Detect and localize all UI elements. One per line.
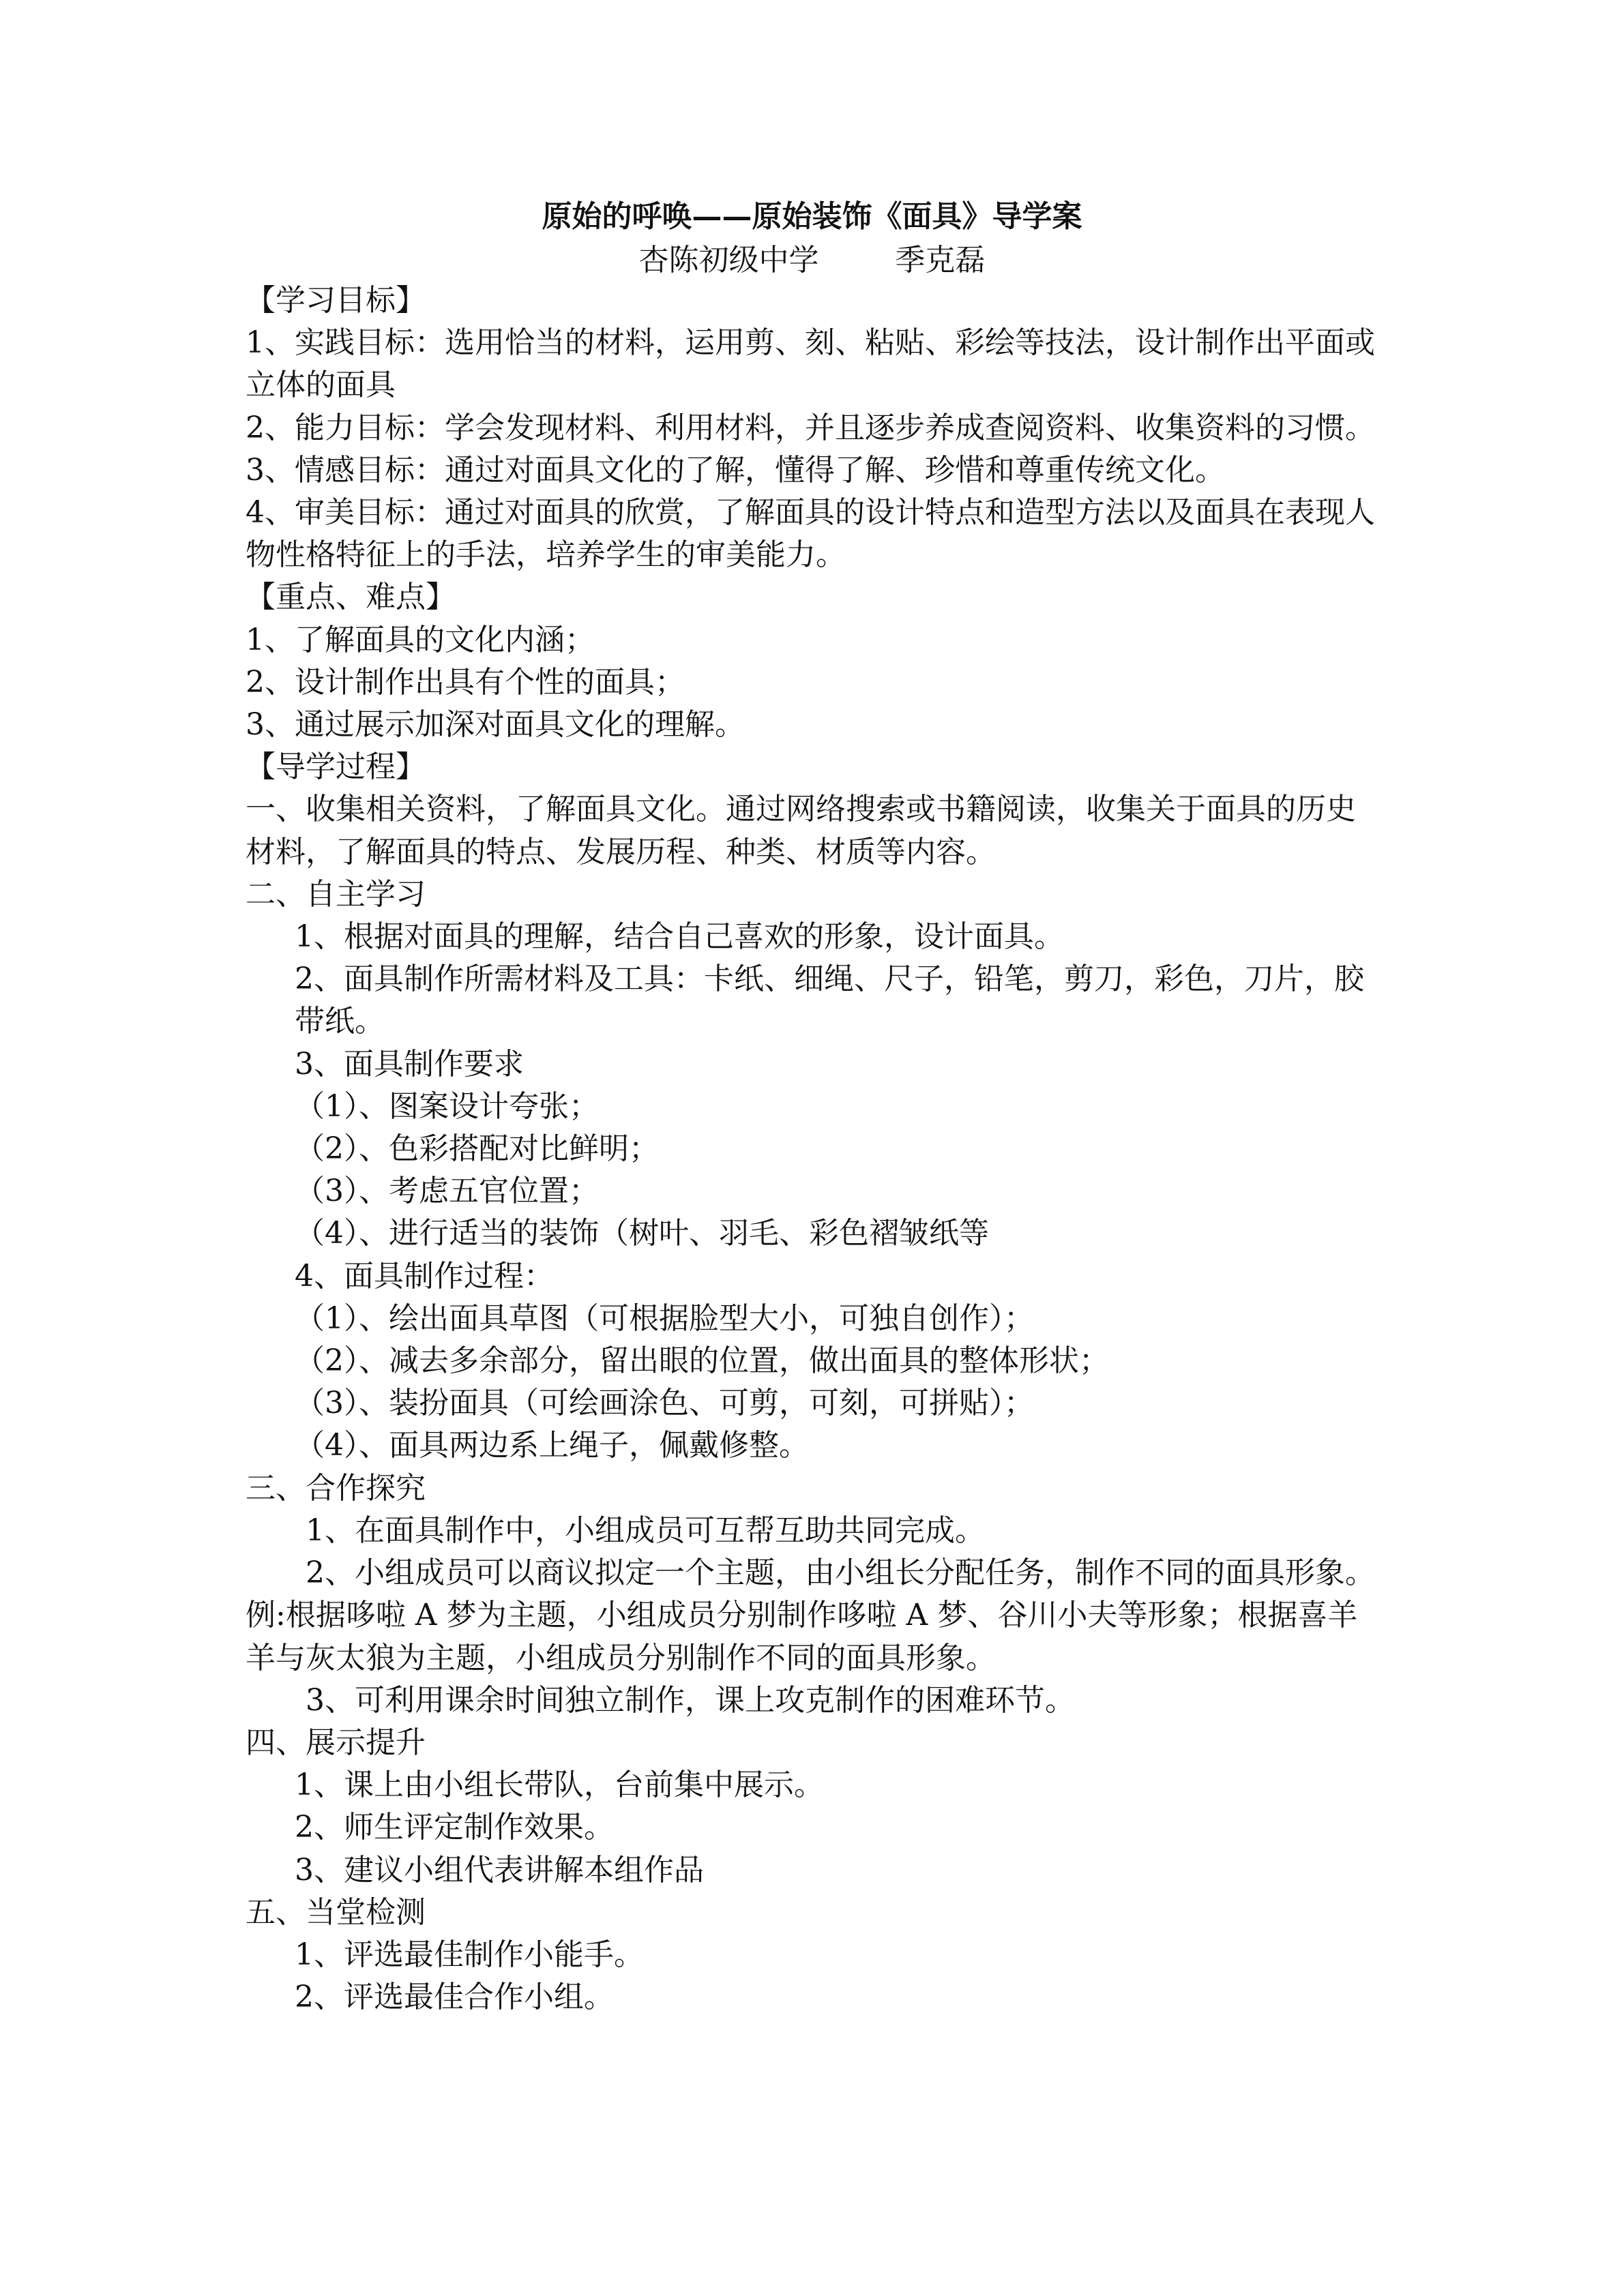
display-item: 1、课上由小组长带队，台前集中展示。 [295, 1768, 824, 1803]
self-study-item: 4、面具制作过程： [295, 1258, 554, 1294]
assessment-item: 1、评选最佳制作小能手。 [295, 1937, 644, 1972]
cooperation-item: 2、小组成员可以商议拟定一个主题，由小组长分配任务，制作不同的面具形象。例:根据哆啦 A 梦为主题，小组成员分别制作哆啦 A 梦、谷川小夫等形象；根据喜羊羊与灰太狼为主题，小组成员分别制作不同的面具形象。 [246, 1555, 1375, 1675]
step-item: （4）、面具两边系上绳子，佩戴修整。 [295, 1428, 809, 1463]
requirement-item: （4）、进行适当的装饰（树叶、羽毛、彩色褶皱纸等 [295, 1216, 989, 1251]
objective-item: 2、能力目标：学会发现材料、利用材料，并且逐步养成查阅资料、收集资料的习惯。 [246, 410, 1375, 445]
self-study-item: 3、面具制作要求 [295, 1046, 524, 1082]
section-heading-keypoints: 【重点、难点】 [246, 580, 456, 615]
self-study-item: 2、面具制作所需材料及工具：卡纸、细绳、尺子，铅笔，剪刀，彩色，刀片，胶带纸。 [295, 961, 1364, 1039]
step-item: （2）、减去多余部分，留出眼的位置，做出面具的整体形状； [295, 1343, 1109, 1379]
process-part-1: 一、收集相关资料，了解面具文化。通过网络搜索或书籍阅读，收集关于面具的历史材料，了解面具的特点、发展历程、种类、材质等内容。 [246, 792, 1356, 869]
page-title: 原始的呼唤——原始装饰《面具》导学案 [542, 199, 1082, 234]
document-body [246, 280, 1378, 2018]
keypoint-item: 3、通过展示加深对面具文化的理解。 [246, 707, 745, 743]
step-item: （3）、装扮面具（可绘画涂色、可剪，可刻，可拼贴）； [295, 1386, 1034, 1421]
requirement-item: （3）、考虑五官位置； [295, 1174, 599, 1209]
section-heading-objectives: 【学习目标】 [246, 283, 426, 318]
process-part-3-heading: 三、合作探究 [246, 1470, 426, 1506]
objective-item: 1、实践目标：选用恰当的材料，运用剪、刻、粘贴、彩绘等技法，设计制作出平面或立体的面具 [246, 325, 1375, 403]
objective-item: 4、审美目标：通过对面具的欣赏，了解面具的设计特点和造型方法以及面具在表现人物性格特征上的手法，培养学生的审美能力。 [246, 495, 1375, 573]
process-part-2-heading: 二、自主学习 [246, 876, 426, 912]
requirement-item: （2）、色彩搭配对比鲜明； [295, 1131, 659, 1167]
process-part-5-heading: 五、当堂检测 [246, 1894, 426, 1930]
display-item: 2、师生评定制作效果。 [295, 1810, 614, 1845]
assessment-item: 2、评选最佳合作小组。 [295, 1980, 614, 2015]
self-study-item: 1、根据对面具的理解，结合自己喜欢的形象，设计面具。 [295, 919, 1064, 955]
author-line: 杏陈初级中学 季克磊 [638, 243, 986, 278]
requirement-item: （1）、图案设计夸张； [295, 1088, 599, 1124]
keypoint-item: 1、了解面具的文化内涵； [246, 622, 595, 657]
keypoint-item: 2、设计制作出具有个性的面具； [246, 664, 685, 700]
display-item: 3、建议小组代表讲解本组作品 [295, 1852, 704, 1888]
cooperation-item: 1、在面具制作中，小组成员可互帮互助共同完成。 [306, 1512, 985, 1548]
section-heading-process: 【导学过程】 [246, 749, 426, 785]
objective-item: 3、情感目标：通过对面具文化的了解，懂得了解、珍惜和尊重传统文化。 [246, 452, 1225, 488]
step-item: （1）、绘出面具草图（可根据脸型大小，可独自创作）； [295, 1300, 1034, 1336]
process-part-4-heading: 四、展示提升 [246, 1725, 426, 1760]
cooperation-item: 3、可利用课余时间独立制作，课上攻克制作的困难环节。 [306, 1682, 1075, 1718]
